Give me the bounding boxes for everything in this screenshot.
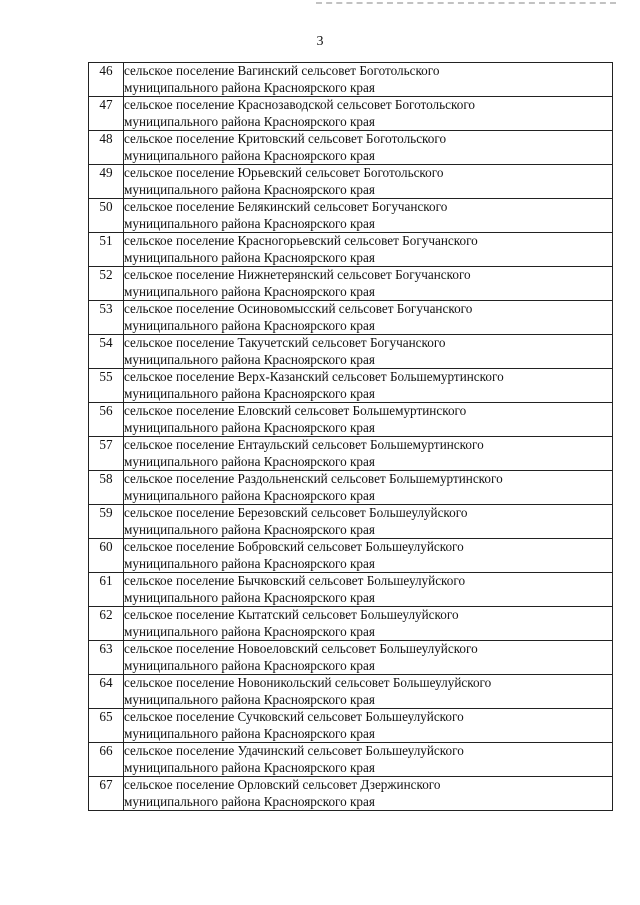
settlement-name-line: сельское поселение Белякинский сельсовет Богучанского (124, 199, 448, 214)
district-line: муниципального района Красноярского края (124, 623, 375, 639)
row-number: 58 (89, 471, 124, 505)
settlement-name-cell (124, 743, 613, 777)
table-row (89, 63, 613, 97)
settlement-name-cell (124, 607, 613, 641)
table-row (89, 199, 613, 233)
table-row (89, 743, 613, 777)
table-row (89, 267, 613, 301)
table-row (89, 335, 613, 369)
row-number: 53 (89, 301, 124, 335)
district-line: муниципального района Красноярского края (124, 521, 375, 537)
table-row (89, 97, 613, 131)
settlement-name-line: сельское поселение Новоеловский сельсовет Большеулуйского (124, 641, 478, 656)
table-row (89, 709, 613, 743)
settlement-name-cell (124, 335, 613, 369)
district-line: муниципального района Красноярского края (124, 589, 375, 605)
settlement-name-line: сельское поселение Верх-Казанский сельсовет Большемуртинского (124, 369, 504, 384)
row-number: 66 (89, 743, 124, 777)
row-number: 50 (89, 199, 124, 233)
settlement-name-line: сельское поселение Ентаульский сельсовет Большемуртинского (124, 437, 484, 452)
settlement-name-line: сельское поселение Удачинский сельсовет Большеулуйского (124, 743, 464, 758)
row-number: 55 (89, 369, 124, 403)
table-row (89, 301, 613, 335)
row-number: 63 (89, 641, 124, 675)
table-row (89, 131, 613, 165)
district-line: муниципального района Красноярского края (124, 453, 375, 469)
settlement-name-cell (124, 63, 613, 97)
settlement-name-line: сельское поселение Осиновомысский сельсовет Богучанского (124, 301, 473, 316)
district-line: муниципального района Красноярского края (124, 181, 375, 197)
settlement-name-line: сельское поселение Березовский сельсовет Большеулуйского (124, 505, 468, 520)
settlement-name-cell (124, 267, 613, 301)
district-line: муниципального района Красноярского края (124, 419, 375, 435)
settlement-name-line: сельское поселение Кытатский сельсовет Большеулуйского (124, 607, 459, 622)
row-number: 62 (89, 607, 124, 641)
district-line: муниципального района Красноярского края (124, 793, 375, 809)
row-number: 52 (89, 267, 124, 301)
row-number: 60 (89, 539, 124, 573)
table-row (89, 539, 613, 573)
settlement-name-cell (124, 403, 613, 437)
settlement-name-line: сельское поселение Такучетский сельсовет Богучанского (124, 335, 446, 350)
settlement-name-line: сельское поселение Юрьевский сельсовет Боготольского (124, 165, 444, 180)
table-row (89, 233, 613, 267)
district-line: муниципального района Красноярского края (124, 725, 375, 741)
row-number: 47 (89, 97, 124, 131)
settlement-name-cell (124, 199, 613, 233)
district-line: муниципального района Красноярского края (124, 385, 375, 401)
table-row (89, 607, 613, 641)
settlement-name-line: сельское поселение Еловский сельсовет Большемуртинского (124, 403, 467, 418)
district-line: муниципального района Красноярского края (124, 487, 375, 503)
settlement-name-line: сельское поселение Критовский сельсовет Боготольского (124, 131, 447, 146)
row-number: 67 (89, 777, 124, 811)
table-row (89, 369, 613, 403)
district-line: муниципального района Красноярского края (124, 351, 375, 367)
settlement-name-line: сельское поселение Красногорьевский сельсовет Богучанского (124, 233, 478, 248)
district-line: муниципального района Красноярского края (124, 759, 375, 775)
settlement-name-cell (124, 675, 613, 709)
row-number: 49 (89, 165, 124, 199)
settlement-name-line: сельское поселение Раздольненский сельсовет Большемуртинского (124, 471, 503, 486)
row-number: 56 (89, 403, 124, 437)
settlement-name-cell (124, 505, 613, 539)
district-line: муниципального района Красноярского края (124, 249, 375, 265)
district-line: муниципального района Красноярского края (124, 691, 375, 707)
settlement-name-line: сельское поселение Бобровский сельсовет Большеулуйского (124, 539, 464, 554)
row-number: 65 (89, 709, 124, 743)
table-row (89, 403, 613, 437)
settlement-name-cell (124, 233, 613, 267)
settlement-name-line: сельское поселение Орловский сельсовет Дзержинского (124, 777, 441, 792)
district-line: муниципального района Красноярского края (124, 657, 375, 673)
settlement-name-cell (124, 131, 613, 165)
table-row (89, 675, 613, 709)
settlement-name-cell (124, 97, 613, 131)
district-line: муниципального района Красноярского края (124, 317, 375, 333)
row-number: 51 (89, 233, 124, 267)
settlement-name-cell (124, 709, 613, 743)
district-line: муниципального района Красноярского края (124, 147, 375, 163)
scan-top-rule (316, 2, 616, 4)
settlement-name-line: сельское поселение Вагинский сельсовет Боготольского (124, 63, 440, 78)
settlement-name-cell (124, 641, 613, 675)
settlements-table (88, 62, 613, 811)
row-number: 54 (89, 335, 124, 369)
row-number: 46 (89, 63, 124, 97)
row-number: 57 (89, 437, 124, 471)
row-number: 59 (89, 505, 124, 539)
settlement-name-cell (124, 165, 613, 199)
table-row (89, 505, 613, 539)
row-number: 61 (89, 573, 124, 607)
settlement-name-line: сельское поселение Сучковский сельсовет Большеулуйского (124, 709, 464, 724)
table-row (89, 641, 613, 675)
settlement-name-cell (124, 539, 613, 573)
settlement-name-cell (124, 777, 613, 811)
table-row (89, 573, 613, 607)
settlement-name-cell (124, 437, 613, 471)
table-row (89, 471, 613, 505)
district-line: муниципального района Красноярского края (124, 113, 375, 129)
row-number: 48 (89, 131, 124, 165)
settlement-name-line: сельское поселение Бычковский сельсовет Большеулуйского (124, 573, 466, 588)
district-line: муниципального района Красноярского края (124, 79, 375, 95)
district-line: муниципального района Красноярского края (124, 555, 375, 571)
settlement-name-cell (124, 573, 613, 607)
settlement-name-line: сельское поселение Новоникольский сельсовет Большеулуйского (124, 675, 492, 690)
table-row (89, 165, 613, 199)
district-line: муниципального района Красноярского края (124, 283, 375, 299)
settlement-name-line: сельское поселение Краснозаводской сельсовет Боготольского (124, 97, 476, 112)
settlement-name-cell (124, 369, 613, 403)
page-number: 3 (316, 34, 324, 49)
settlements-table-body (89, 63, 613, 811)
settlement-name-line: сельское поселение Нижнетерянский сельсовет Богучанского (124, 267, 471, 282)
table-row (89, 777, 613, 811)
settlement-name-cell (124, 301, 613, 335)
settlement-name-cell (124, 471, 613, 505)
row-number: 64 (89, 675, 124, 709)
table-row (89, 437, 613, 471)
district-line: муниципального района Красноярского края (124, 215, 375, 231)
